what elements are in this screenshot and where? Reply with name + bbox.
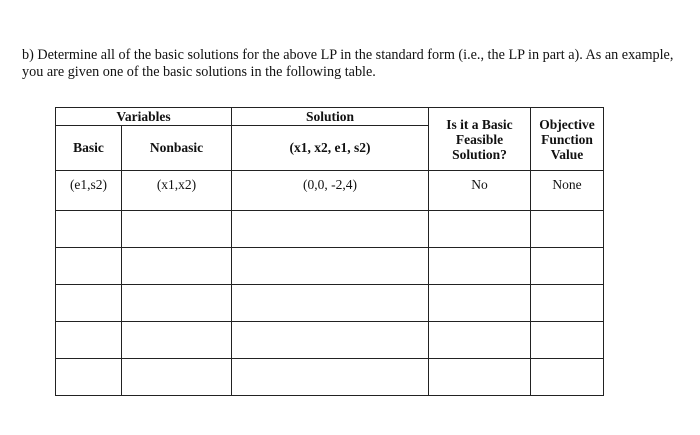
nonbasic-cell: (x1,x2) <box>122 171 232 211</box>
objective-cell: None <box>531 171 604 211</box>
empty-cell[interactable] <box>531 211 604 248</box>
empty-cell[interactable] <box>232 285 429 322</box>
basic-header: Basic <box>56 126 122 171</box>
basic-cell: (e1,s2) <box>56 171 122 211</box>
empty-row <box>56 359 604 396</box>
variables-header: Variables <box>56 108 232 126</box>
empty-cell[interactable] <box>56 322 122 359</box>
empty-cell[interactable] <box>56 285 122 322</box>
empty-cell[interactable] <box>429 248 531 285</box>
empty-cell[interactable] <box>429 322 531 359</box>
empty-cell[interactable] <box>56 248 122 285</box>
solution-vars-header: (x1, x2, e1, s2) <box>232 126 429 171</box>
empty-cell[interactable] <box>232 322 429 359</box>
empty-cell[interactable] <box>122 322 232 359</box>
empty-cell[interactable] <box>122 211 232 248</box>
empty-cell[interactable] <box>531 248 604 285</box>
table-row <box>56 171 604 211</box>
nonbasic-header: Nonbasic <box>122 126 232 171</box>
basic-feasible-header: Is it a Basic Feasible Solution? <box>429 108 531 171</box>
empty-cell[interactable] <box>56 359 122 396</box>
empty-cell[interactable] <box>429 211 531 248</box>
empty-cell[interactable] <box>531 322 604 359</box>
empty-cell[interactable] <box>531 285 604 322</box>
empty-cell[interactable] <box>122 359 232 396</box>
solution-header: Solution <box>232 108 429 126</box>
empty-row <box>56 211 604 248</box>
empty-cell[interactable] <box>122 285 232 322</box>
empty-cell[interactable] <box>56 211 122 248</box>
question-text: b) Determine all of the basic solutions for the above LP in the standard form (i.e., the LP in part a). As an example, you are given one of the basic solutions in the following table. <box>22 47 674 80</box>
objective-header: Objective Function Value <box>531 108 604 171</box>
empty-cell[interactable] <box>429 285 531 322</box>
empty-row <box>56 248 604 285</box>
empty-cell[interactable] <box>531 359 604 396</box>
basic-solutions-table <box>55 107 604 396</box>
empty-cell[interactable] <box>232 359 429 396</box>
empty-row <box>56 285 604 322</box>
header-row-1 <box>56 108 604 126</box>
empty-cell[interactable] <box>232 211 429 248</box>
feasible-cell: No <box>429 171 531 211</box>
solution-cell: (0,0, -2,4) <box>232 171 429 211</box>
empty-cell[interactable] <box>429 359 531 396</box>
empty-row <box>56 322 604 359</box>
empty-cell[interactable] <box>232 248 429 285</box>
empty-cell[interactable] <box>122 248 232 285</box>
